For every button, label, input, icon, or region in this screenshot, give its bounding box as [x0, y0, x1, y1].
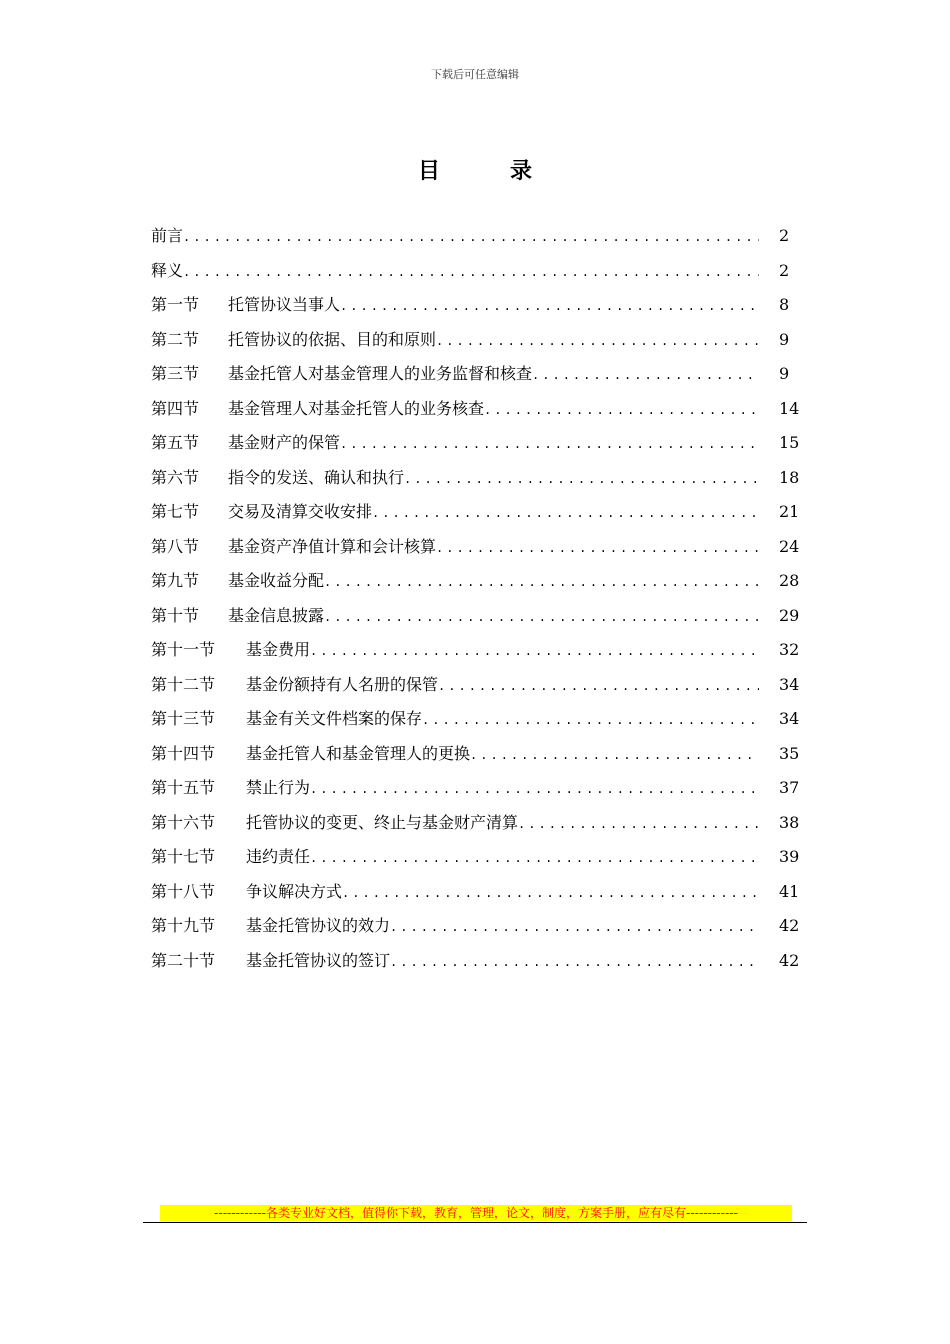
toc-entry[interactable] [151, 875, 801, 910]
toc-entry-page: 34 [779, 709, 800, 728]
toc-entry-leader [422, 703, 759, 738]
toc-entry-page: 2 [779, 226, 790, 245]
toc-entry-leader [310, 772, 759, 807]
toc-entry-leader [310, 634, 759, 669]
toc-entry-label: 释义 [151, 260, 184, 280]
toc-entry-page: 15 [779, 433, 800, 452]
footer-rule [143, 1222, 807, 1223]
toc-entry-page: 37 [779, 778, 800, 797]
toc-entry-leader [470, 738, 759, 773]
toc-entry-section: 第十七节 [151, 847, 216, 866]
toc-entry[interactable] [151, 909, 801, 944]
toc-entry-section: 第三节 [151, 364, 200, 383]
toc-entry[interactable] [151, 702, 801, 737]
toc-entry-section: 第十节 [151, 605, 200, 625]
toc-entry-leader [436, 531, 759, 566]
toc-entry-section: 第七节 [151, 502, 200, 521]
toc-entry-section: 第十三节 [151, 709, 216, 728]
toc-entry[interactable] [151, 392, 801, 427]
toc-entry-label: 基金信息披露 [228, 605, 325, 625]
toc-entry-page: 28 [779, 571, 800, 590]
toc-list [151, 219, 801, 978]
toc-entry-section: 第八节 [151, 536, 200, 556]
toc-entry-section: 第九节 [151, 571, 200, 590]
toc-entry-section: 第十四节 [151, 743, 216, 763]
toc-entry-label: 基金份额持有人名册的保管 [246, 674, 439, 694]
toc-entry-section: 第十六节 [151, 812, 216, 832]
toc-entry-page: 21 [779, 502, 800, 521]
toc-entry-label: 前言 [151, 226, 184, 245]
toc-entry[interactable] [151, 254, 801, 289]
toc-entry-leader [340, 289, 759, 324]
toc-entry-label: 指令的发送、确认和执行 [228, 467, 405, 487]
toc-entry-section: 第一节 [151, 295, 200, 314]
toc-entry-page: 32 [779, 640, 800, 659]
toc-entry-label: 基金托管人和基金管理人的更换 [246, 743, 471, 763]
toc-entry[interactable] [151, 668, 801, 703]
toc-entry[interactable] [151, 530, 801, 565]
toc-entry-label: 争议解决方式 [246, 881, 343, 901]
toc-entry-label: 基金托管协议的效力 [246, 916, 391, 935]
page-header: 下载后可任意编辑 [431, 68, 519, 81]
toc-entry-label: 基金财产的保管 [228, 433, 341, 452]
toc-entry-label: 托管协议的依据、目的和原则 [228, 329, 437, 349]
toc-entry-leader [183, 255, 759, 290]
toc-entry-leader [372, 496, 759, 531]
toc-entry[interactable] [151, 737, 801, 772]
toc-entry-page: 42 [779, 916, 800, 935]
toc-entry[interactable] [151, 495, 801, 530]
toc-entry-label: 违约责任 [246, 847, 311, 866]
toc-entry[interactable] [151, 771, 801, 806]
toc-entry[interactable] [151, 806, 801, 841]
toc-entry-section: 第二十节 [151, 950, 216, 970]
toc-entry-page: 9 [779, 364, 790, 383]
toc-entry-leader [532, 358, 759, 393]
toc-entry[interactable] [151, 599, 801, 634]
toc-entry-section: 第十五节 [151, 778, 216, 797]
toc-title-part2: 录 [510, 158, 533, 184]
toc-entry[interactable] [151, 288, 801, 323]
toc-entry[interactable] [151, 323, 801, 358]
toc-entry-leader [324, 565, 759, 600]
toc-entry-leader [340, 427, 759, 462]
toc-entry[interactable] [151, 840, 801, 875]
toc-entry-page: 14 [779, 398, 800, 418]
toc-entry[interactable] [151, 219, 801, 254]
toc-entry-page: 41 [779, 881, 800, 901]
toc-entry-label: 基金托管协议的签订 [246, 950, 391, 970]
toc-entry-label: 托管协议当事人 [228, 295, 341, 314]
toc-entry-leader [484, 393, 759, 428]
footer-banner: ------------各类专业好文档，值得你下载，教育，管理，论文，制度，方案手册，应有尽有------------ [160, 1205, 792, 1221]
toc-entry-label: 基金收益分配 [228, 571, 325, 590]
toc-entry-label: 托管协议的变更、终止与基金财产清算 [246, 812, 519, 832]
toc-entry-page: 35 [779, 743, 800, 763]
toc-entry-section: 第六节 [151, 467, 200, 487]
toc-entry-leader [438, 669, 759, 704]
toc-entry-leader [183, 220, 759, 255]
toc-entry-section: 第二节 [151, 329, 200, 349]
toc-entry-page: 9 [779, 329, 790, 349]
toc-entry[interactable] [151, 461, 801, 496]
toc-entry-label: 基金托管人对基金管理人的业务监督和核查 [228, 364, 533, 383]
toc-entry-page: 8 [779, 295, 790, 314]
toc-entry-page: 38 [779, 812, 800, 832]
toc-entry[interactable] [151, 633, 801, 668]
toc-entry-label: 禁止行为 [246, 778, 311, 797]
toc-entry-leader [310, 841, 759, 876]
toc-entry-leader [342, 876, 759, 911]
toc-entry-section: 第十九节 [151, 916, 216, 935]
toc-entry-leader [404, 462, 759, 497]
toc-entry-section: 第五节 [151, 433, 200, 452]
toc-entry-leader [390, 945, 759, 980]
toc-entry-leader [390, 910, 759, 945]
toc-entry-label: 基金有关文件档案的保存 [246, 709, 423, 728]
toc-entry-page: 2 [779, 260, 790, 280]
toc-entry-page: 24 [779, 536, 800, 556]
toc-entry-page: 42 [779, 950, 800, 970]
toc-title-part1: 目 [417, 158, 440, 184]
toc-entry-section: 第四节 [151, 398, 200, 418]
toc-entry-page: 18 [779, 467, 800, 487]
toc-entry-label: 基金管理人对基金托管人的业务核查 [228, 398, 485, 418]
toc-entry[interactable] [151, 944, 801, 979]
toc-entry-page: 39 [779, 847, 800, 866]
toc-entry-section: 第十八节 [151, 881, 216, 901]
toc-entry-label: 基金资产净值计算和会计核算 [228, 536, 437, 556]
toc-entry-leader [436, 324, 759, 359]
toc-entry-section: 第十一节 [151, 640, 216, 659]
toc-entry-label: 交易及清算交收安排 [228, 502, 373, 521]
toc-entry-page: 34 [779, 674, 800, 694]
toc-entry[interactable] [151, 564, 801, 599]
toc-title [0, 154, 950, 185]
toc-entry[interactable] [151, 357, 801, 392]
toc-entry[interactable] [151, 426, 801, 461]
toc-entry-page: 29 [779, 605, 800, 625]
toc-entry-label: 基金费用 [246, 640, 311, 659]
toc-entry-leader [518, 807, 759, 842]
toc-entry-section: 第十二节 [151, 674, 216, 694]
toc-entry-leader [324, 600, 759, 635]
